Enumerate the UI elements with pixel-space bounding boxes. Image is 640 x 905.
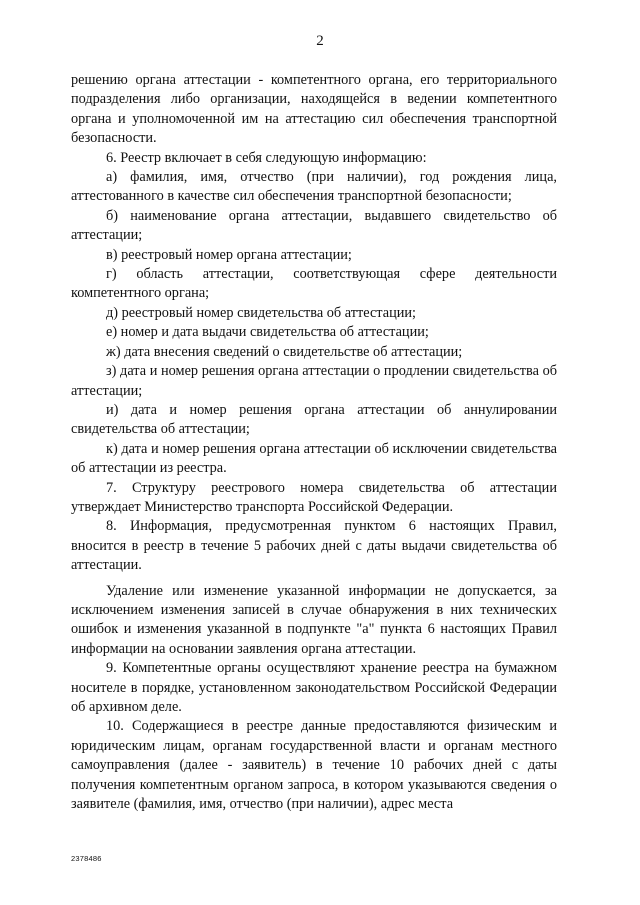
- paragraph-continuation: решению органа аттестации - компетентного органа, его территориального подразделения либо организации, находящейся в ведении компетентного органа и уполномоченной им на аттестацию сил обеспечения транспортной безопасности.: [71, 72, 557, 147]
- subitem-k: к) дата и номер решения органа аттестации об исключении свидетельства об аттестации из реестра.: [71, 440, 557, 477]
- subitem-z: з) дата и номер решения органа аттестации о продлении свидетельства об аттестации;: [71, 363, 557, 399]
- subitem-v: в) реестровый номер органа аттестации;: [106, 246, 352, 263]
- subitem-e: е) номер и дата выдачи свидетельства об аттестации;: [106, 324, 429, 341]
- subitem-b: б) наименование органа аттестации, выдавшего свидетельство об аттестации;: [71, 207, 557, 244]
- subitem-g: г) область аттестации, соответствующая сфере деятельности компетентного органа;: [71, 266, 557, 302]
- paragraph-item-10: 10. Содержащиеся в реестре данные предоставляются физическим и юридическим лицам, органам государственной власти и органам местного самоуправления (далее - заявитель) в течение 10 рабочих дней с даты получения компетентным органом запроса, в котором указываются сведения о заявителе (фамилия, имя, отчество (при наличии), адрес места: [71, 718, 557, 813]
- paragraph-item-8: 8. Информация, предусмотренная пунктом 6 настоящих Правил, вносится в реестр в течение 5 рабочих дней с даты выдачи свидетельства об аттестации.: [71, 518, 557, 574]
- subitem-i: и) дата и номер решения органа аттестации об аннулировании свидетельства об аттестации;: [71, 401, 557, 438]
- subitem-a: а) фамилия, имя, отчество (при наличии), год рождения лица, аттестованного в качестве сил обеспечения транспортной безопасности;: [71, 169, 557, 205]
- paragraph-item-7: 7. Структуру реестрового номера свидетельства об аттестации утверждает Министерство транспорта Российской Федерации.: [71, 479, 557, 515]
- document-id: 2378486: [71, 854, 102, 863]
- page-number: 2: [316, 33, 324, 49]
- subitem-d: д) реестровый номер свидетельства об аттестации;: [106, 304, 416, 321]
- paragraph-deletion-rule: Удаление или изменение указанной информации не допускается, за исключением изменения записей в случае обнаружения в них технических ошибок и изменения указанной в подпункте "а" пункта 6 настоящих Правил информации на основании заявления органа аттестации.: [71, 582, 557, 657]
- subitem-zh: ж) дата внесения сведений о свидетельстве об аттестации;: [106, 343, 463, 360]
- paragraph-item-9: 9. Компетентные органы осуществляют хранение реестра на бумажном носителе в порядке, установленном законодательством Российской Федерации об архивном деле.: [71, 660, 557, 715]
- document-body: [71, 71, 557, 814]
- paragraph-item-6: 6. Реестр включает в себя следующую информацию:: [106, 149, 427, 166]
